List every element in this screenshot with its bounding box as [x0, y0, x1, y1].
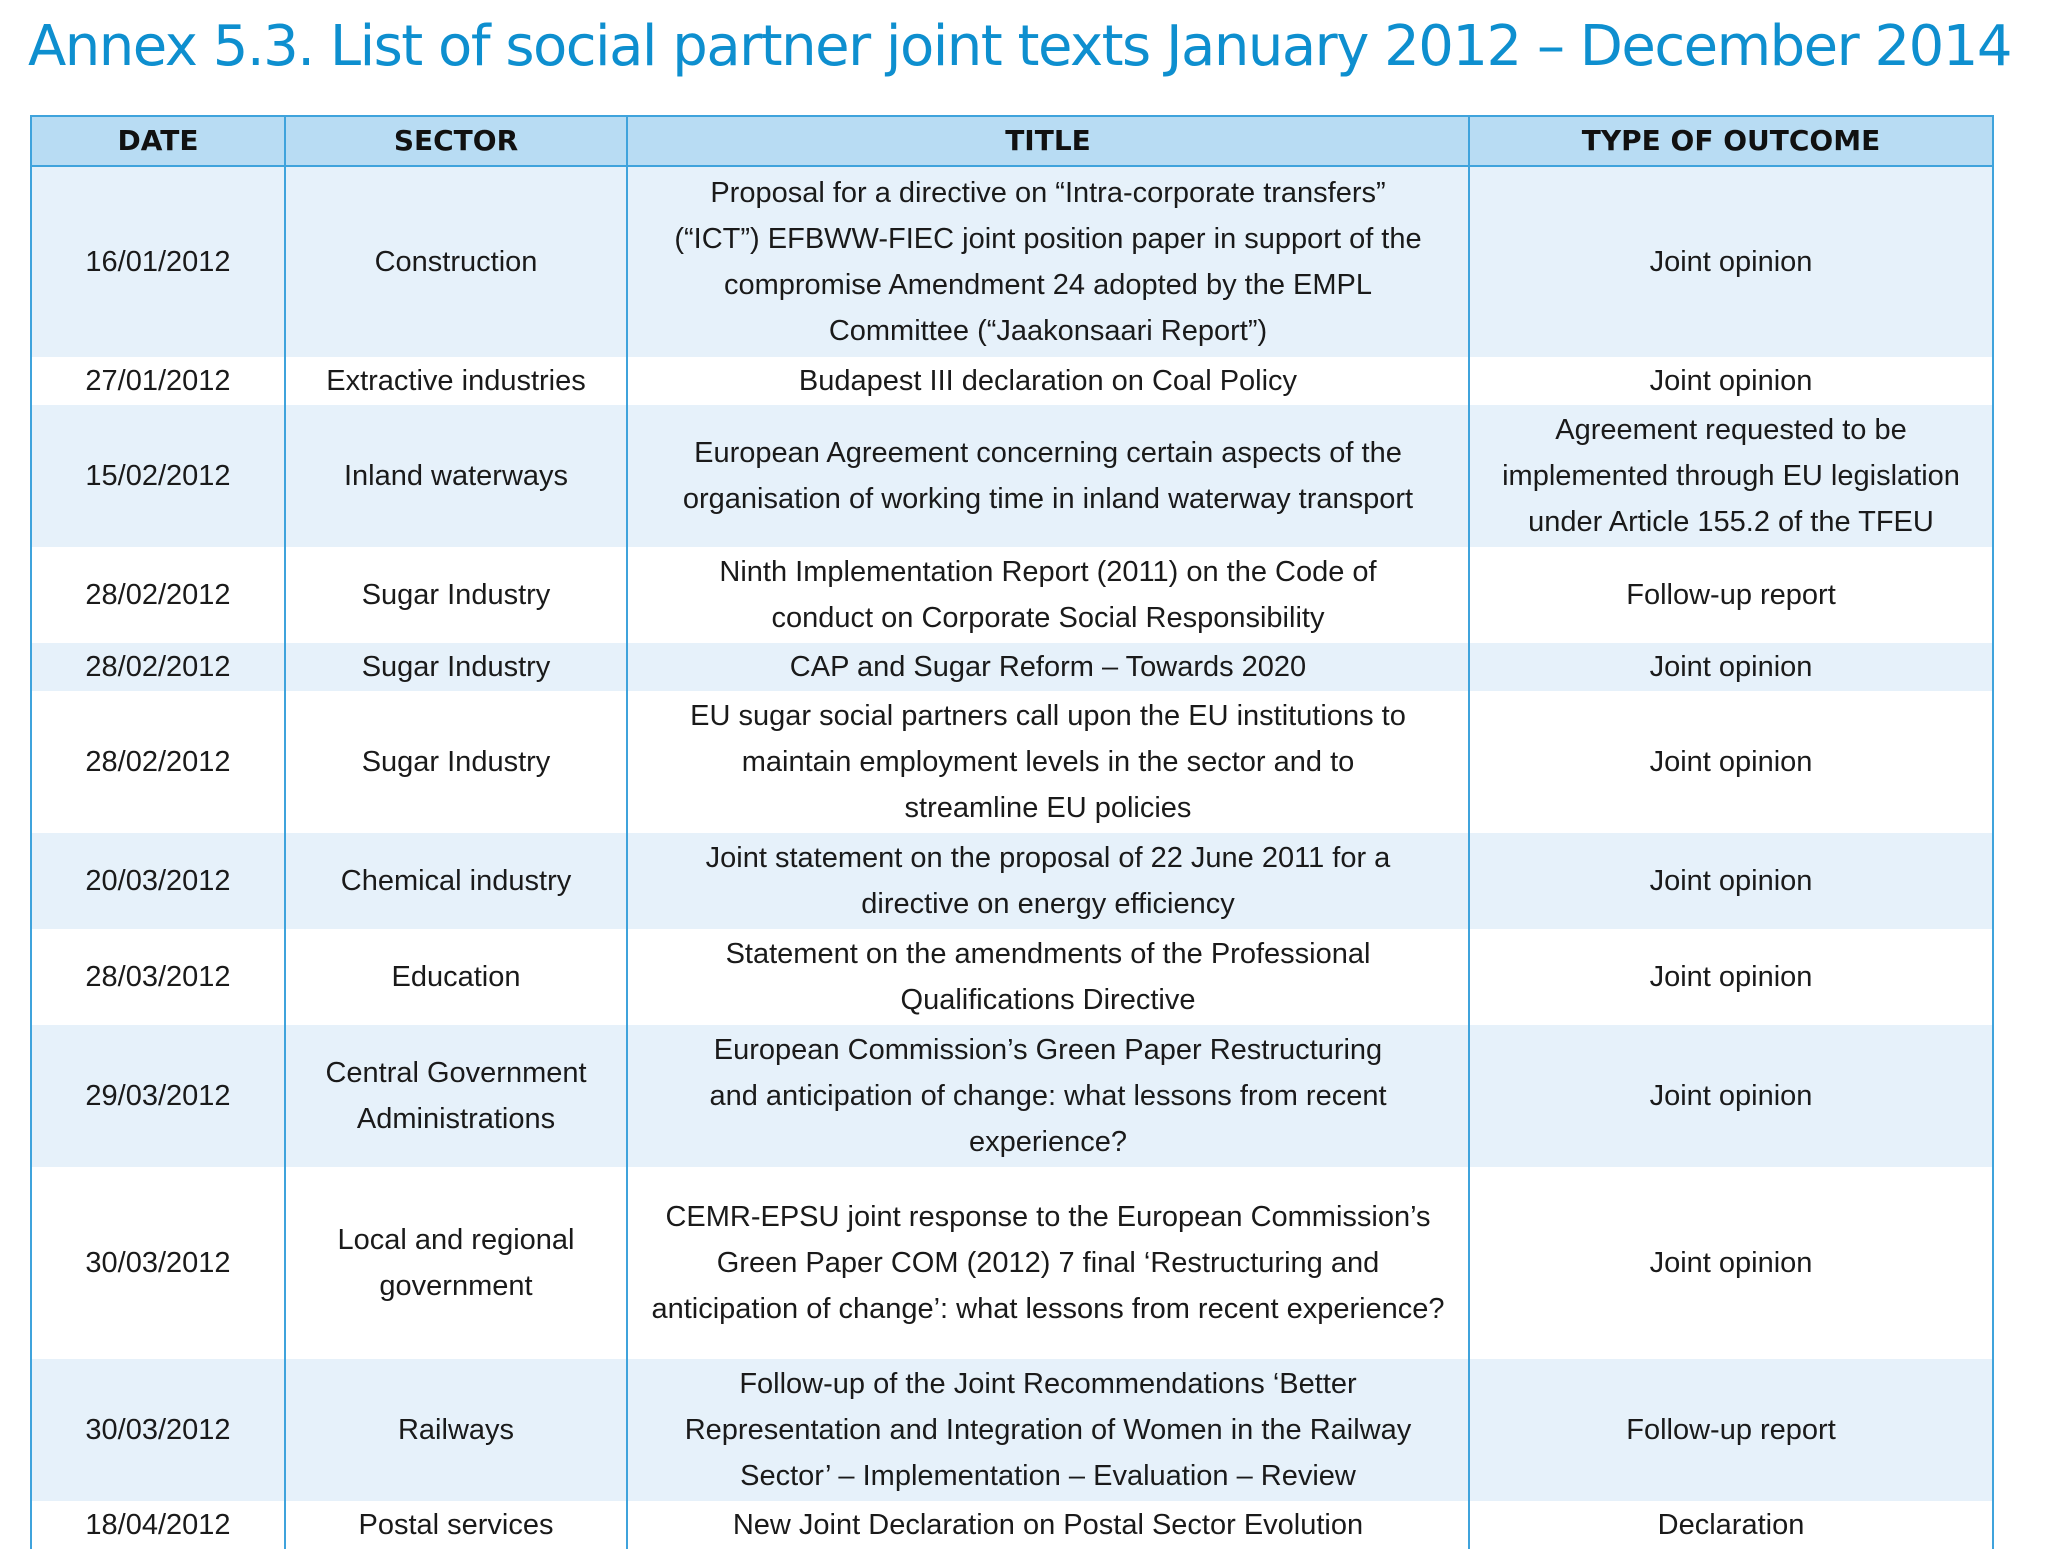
cell-title: Joint statement on the proposal of 22 June 2011 for a directive on energy efficiency	[627, 833, 1469, 929]
cell-outcome: Joint opinion	[1469, 357, 1993, 405]
cell-date: 15/02/2012	[31, 405, 285, 547]
cell-sector: Railways	[285, 1359, 627, 1501]
cell-sector: Construction	[285, 166, 627, 357]
joint-texts-table	[30, 115, 1994, 1549]
cell-outcome: Joint opinion	[1469, 1167, 1993, 1359]
table-row	[31, 405, 1993, 547]
cell-sector: Sugar Industry	[285, 691, 627, 833]
cell-title: CEMR-EPSU joint response to the European Commission’s Green Paper COM (2012) 7 final ‘Restructuring and anticipation of change’: what lessons from recent experience?	[627, 1167, 1469, 1359]
cell-sector: Extractive industries	[285, 357, 627, 405]
table-row	[31, 691, 1993, 833]
cell-date: 30/03/2012	[31, 1359, 285, 1501]
table-row	[31, 833, 1993, 929]
table-row	[31, 1167, 1993, 1359]
cell-outcome: Joint opinion	[1469, 833, 1993, 929]
cell-date: 27/01/2012	[31, 357, 285, 405]
cell-outcome: Joint opinion	[1469, 929, 1993, 1025]
table-header	[31, 116, 1993, 166]
table-row	[31, 357, 1993, 405]
table-row	[31, 1501, 1993, 1549]
table-row	[31, 929, 1993, 1025]
cell-date: 16/01/2012	[31, 166, 285, 357]
cell-sector: Local and regional government	[285, 1167, 627, 1359]
table-row	[31, 1359, 1993, 1501]
header-sector: SECTOR	[285, 116, 627, 166]
cell-sector: Chemical industry	[285, 833, 627, 929]
cell-date: 20/03/2012	[31, 833, 285, 929]
cell-title: Statement on the amendments of the Professional Qualifications Directive	[627, 929, 1469, 1025]
cell-title: Budapest III declaration on Coal Policy	[627, 357, 1469, 405]
header-outcome: TYPE OF OUTCOME	[1469, 116, 1993, 166]
cell-title: European Commission’s Green Paper Restructuring and anticipation of change: what lessons from recent experience?	[627, 1025, 1469, 1167]
cell-outcome: Declaration	[1469, 1501, 1993, 1549]
cell-outcome: Joint opinion	[1469, 691, 1993, 833]
cell-sector: Postal services	[285, 1501, 627, 1549]
cell-date: 28/03/2012	[31, 929, 285, 1025]
table-row	[31, 1025, 1993, 1167]
cell-title: EU sugar social partners call upon the EU institutions to maintain employment levels in the sector and to streamline EU policies	[627, 691, 1469, 833]
cell-date: 30/03/2012	[31, 1167, 285, 1359]
cell-title: CAP and Sugar Reform – Towards 2020	[627, 643, 1469, 691]
cell-outcome: Follow-up report	[1469, 547, 1993, 643]
table-row	[31, 643, 1993, 691]
table-row	[31, 166, 1993, 357]
cell-outcome: Follow-up report	[1469, 1359, 1993, 1501]
cell-date: 28/02/2012	[31, 691, 285, 833]
cell-sector: Inland waterways	[285, 405, 627, 547]
cell-outcome: Agreement requested to be implemented through EU legislation under Article 155.2 of the TFEU	[1469, 405, 1993, 547]
header-row	[31, 116, 1993, 166]
cell-sector: Education	[285, 929, 627, 1025]
cell-title: Follow-up of the Joint Recommendations ‘Better Representation and Integration of Women in the Railway Sector’ – Implementation – Evaluation – Review	[627, 1359, 1469, 1501]
cell-date: 28/02/2012	[31, 643, 285, 691]
cell-sector: Sugar Industry	[285, 643, 627, 691]
cell-date: 18/04/2012	[31, 1501, 285, 1549]
cell-title: New Joint Declaration on Postal Sector Evolution	[627, 1501, 1469, 1549]
cell-outcome: Joint opinion	[1469, 1025, 1993, 1167]
cell-sector: Central Government Administrations	[285, 1025, 627, 1167]
cell-outcome: Joint opinion	[1469, 643, 1993, 691]
cell-date: 29/03/2012	[31, 1025, 285, 1167]
cell-title: European Agreement concerning certain aspects of the organisation of working time in inland waterway transport	[627, 405, 1469, 547]
table-row	[31, 547, 1993, 643]
cell-sector: Sugar Industry	[285, 547, 627, 643]
header-title: TITLE	[627, 116, 1469, 166]
header-date: DATE	[31, 116, 285, 166]
table-body	[31, 166, 1993, 1549]
cell-title: Ninth Implementation Report (2011) on the Code of conduct on Corporate Social Responsibility	[627, 547, 1469, 643]
cell-date: 28/02/2012	[31, 547, 285, 643]
cell-outcome: Joint opinion	[1469, 166, 1993, 357]
page-title: Annex 5.3. List of social partner joint texts January 2012 – December 2014	[28, 14, 2011, 79]
cell-title: Proposal for a directive on “Intra-corporate transfers” (“ICT”) EFBWW-FIEC joint position paper in support of the compromise Amendment 24 adopted by the EMPL Committee (“Jaakonsaari Report”)	[627, 166, 1469, 357]
